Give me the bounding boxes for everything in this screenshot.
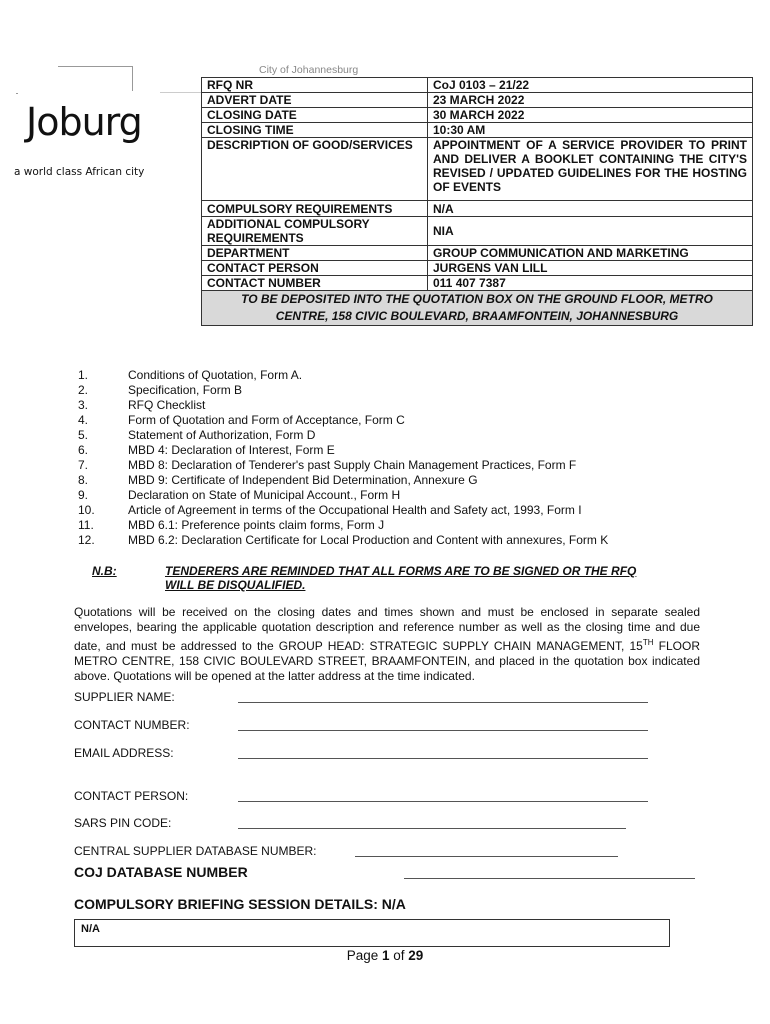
row-key: COMPULSORY REQUIREMENTS bbox=[202, 201, 428, 217]
contact-person-field[interactable] bbox=[238, 801, 648, 802]
item-number: 3. bbox=[78, 398, 89, 412]
briefing-title: COMPULSORY BRIEFING SESSION DETAILS: N/A bbox=[74, 896, 406, 912]
table-row bbox=[202, 78, 753, 93]
row-value: APPOINTMENT OF A SERVICE PROVIDER TO PRINT AND DELIVER A BOOKLET CONTAINING THE CITY'S REVISED / UPDATED GUIDELINES FOR THE HOSTING OF EVENTS bbox=[428, 138, 753, 201]
row-value: 10:30 AM bbox=[428, 123, 753, 138]
paragraph-sup: TH bbox=[642, 638, 654, 647]
supplier-name-field[interactable] bbox=[238, 702, 648, 703]
logo-frame-left bbox=[16, 93, 18, 94]
logo-frame-top bbox=[58, 66, 133, 67]
list-item bbox=[78, 368, 608, 383]
forms-list bbox=[78, 368, 608, 548]
joburg-logo: Joburg bbox=[26, 100, 142, 144]
email-label: EMAIL ADDRESS: bbox=[74, 746, 174, 760]
deposit-instructions: TO BE DEPOSITED INTO THE QUOTATION BOX ON THE GROUND FLOOR, METRO CENTRE, 158 CIVIC BOULEVARD, BRAAMFONTEIN, JOHANNESBURG bbox=[202, 291, 753, 326]
list-item bbox=[78, 428, 608, 443]
nb-text: TENDERERS ARE REMINDED THAT ALL FORMS ARE TO BE SIGNED OR THE RFQ WILL BE DISQUALIFIED. bbox=[165, 564, 637, 592]
list-item bbox=[78, 488, 608, 503]
item-text: MBD 4: Declaration of Interest, Form E bbox=[128, 443, 335, 457]
row-key: ADDITIONAL COMPULSORY REQUIREMENTS bbox=[202, 217, 428, 246]
paragraph-part: Quotations will be received on the closing dates and times shown and must be enclosed in separate sealed envelopes, bearing the applicable quotation description and reference number as well as the closing time and due date, and must be addressed to the GROUP HEAD: STRATEGIC SUPPLY CHAIN MANAGEMENT, 15 bbox=[74, 605, 700, 653]
page-total: 29 bbox=[408, 948, 424, 963]
item-number: 7. bbox=[78, 458, 89, 472]
row-value: JURGENS VAN LILL bbox=[428, 261, 753, 276]
page-number bbox=[0, 948, 770, 963]
item-number: 1. bbox=[78, 368, 89, 382]
item-number: 12. bbox=[78, 533, 95, 547]
list-item bbox=[78, 398, 608, 413]
item-text: MBD 8: Declaration of Tenderer's past Supply Chain Management Practices, Form F bbox=[128, 458, 577, 472]
page-of: of bbox=[389, 948, 409, 963]
item-number: 10. bbox=[78, 503, 95, 517]
item-number: 11. bbox=[78, 518, 94, 532]
list-item bbox=[78, 473, 608, 488]
list-item bbox=[78, 518, 608, 533]
table-row bbox=[202, 93, 753, 108]
email-field[interactable] bbox=[238, 758, 648, 759]
item-text: Article of Agreement in terms of the Occupational Health and Safety act, 1993, Form I bbox=[128, 503, 582, 517]
row-key: RFQ NR bbox=[202, 78, 428, 93]
row-value: 011 407 7387 bbox=[428, 276, 753, 291]
rfq-header-table bbox=[201, 77, 753, 326]
logo-frame-right bbox=[132, 66, 133, 91]
table-row bbox=[202, 261, 753, 276]
sars-pin-field[interactable] bbox=[238, 828, 626, 829]
item-text: RFQ Checklist bbox=[128, 398, 206, 412]
table-row bbox=[202, 217, 753, 246]
briefing-box bbox=[74, 919, 670, 947]
coj-database-label: COJ DATABASE NUMBER bbox=[74, 864, 248, 880]
list-item bbox=[78, 458, 608, 473]
row-value: GROUP COMMUNICATION AND MARKETING bbox=[428, 246, 753, 261]
table-row bbox=[202, 123, 753, 138]
item-number: 4. bbox=[78, 413, 89, 427]
list-item bbox=[78, 503, 608, 518]
row-value: CoJ 0103 – 21/22 bbox=[428, 78, 753, 93]
item-number: 6. bbox=[78, 443, 89, 457]
page-current: 1 bbox=[381, 948, 390, 963]
logo-tagline: a world class African city bbox=[14, 166, 145, 178]
row-key: CONTACT NUMBER bbox=[202, 276, 428, 291]
contact-person-label: CONTACT PERSON: bbox=[74, 789, 189, 803]
row-key: DEPARTMENT bbox=[202, 246, 428, 261]
row-value: NIA bbox=[428, 217, 753, 246]
item-number: 5. bbox=[78, 428, 89, 442]
paragraph-part: FLOOR METRO CENTRE, 158 CIVIC BOULEVARD STREET, BRAAMFONTEIN, and placed in the quotation box indicated above. Quotations will be opened at the latter address at the time indicated. bbox=[74, 639, 700, 683]
item-text: MBD 9: Certificate of Independent Bid Determination, Annexure G bbox=[128, 473, 478, 487]
row-value: 23 MARCH 2022 bbox=[428, 93, 753, 108]
list-item bbox=[78, 413, 608, 428]
row-key: DESCRIPTION OF GOOD/SERVICES bbox=[202, 138, 428, 201]
item-text: Specification, Form B bbox=[128, 383, 243, 397]
supplier-name-label: SUPPLIER NAME: bbox=[74, 690, 175, 704]
item-number: 2. bbox=[78, 383, 89, 397]
sars-pin-label: SARS PIN CODE: bbox=[74, 816, 172, 830]
table-row bbox=[202, 276, 753, 291]
table-row bbox=[202, 201, 753, 217]
contact-number-field[interactable] bbox=[238, 730, 648, 731]
table-row bbox=[202, 138, 753, 201]
table-row bbox=[202, 246, 753, 261]
item-text: Statement of Authorization, Form D bbox=[128, 428, 316, 442]
submission-paragraph bbox=[74, 605, 700, 684]
list-item bbox=[78, 383, 608, 398]
row-value: N/A bbox=[428, 201, 753, 217]
nb-label: N.B: bbox=[92, 564, 117, 578]
item-number: 8. bbox=[78, 473, 89, 487]
csd-label: CENTRAL SUPPLIER DATABASE NUMBER: bbox=[74, 844, 317, 858]
item-text: Conditions of Quotation, Form A. bbox=[128, 368, 303, 382]
page-prefix: Page bbox=[346, 948, 382, 963]
item-text: Declaration on State of Municipal Account., Form H bbox=[128, 488, 401, 502]
briefing-box-text: N/A bbox=[81, 923, 100, 935]
contact-number-label: CONTACT NUMBER: bbox=[74, 718, 190, 732]
csd-field[interactable] bbox=[355, 856, 618, 857]
table-row bbox=[202, 108, 753, 123]
item-text: MBD 6.2: Declaration Certificate for Local Production and Content with annexures, Form K bbox=[128, 533, 609, 547]
org-name: City of Johannesburg bbox=[259, 64, 359, 76]
item-text: MBD 6.1: Preference points claim forms, Form J bbox=[128, 518, 385, 532]
list-item bbox=[78, 533, 608, 548]
item-text: Form of Quotation and Form of Acceptance, Form C bbox=[128, 413, 405, 427]
row-key: CLOSING TIME bbox=[202, 123, 428, 138]
row-value: 30 MARCH 2022 bbox=[428, 108, 753, 123]
row-key: CLOSING DATE bbox=[202, 108, 428, 123]
coj-database-field[interactable] bbox=[404, 878, 695, 879]
row-key: CONTACT PERSON bbox=[202, 261, 428, 276]
list-item bbox=[78, 443, 608, 458]
item-number: 9. bbox=[78, 488, 89, 502]
row-key: ADVERT DATE bbox=[202, 93, 428, 108]
deposit-row bbox=[202, 291, 753, 326]
